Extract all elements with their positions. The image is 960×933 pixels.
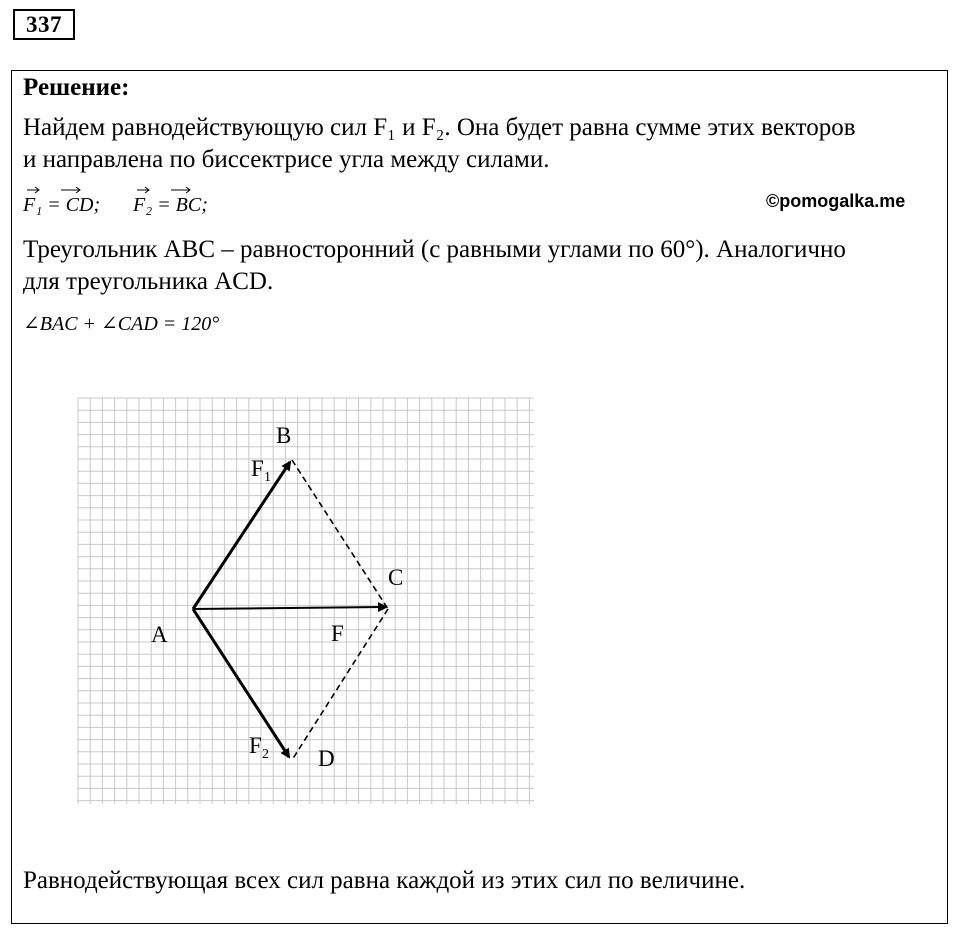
label-force-f2-sub: 2 [262,747,269,762]
dashed-bc [292,460,388,609]
solution-heading: Решение: [23,74,130,101]
vector-equation-f1: F₁ = CD; [23,194,100,217]
label-point-b: B [276,423,292,448]
vector-equation-f2: F₂ = BC; [133,194,208,217]
vector-f [193,607,386,609]
label-point-d: D [318,746,335,771]
angle-equation: ∠BAC + ∠CAD = 120° [23,313,220,335]
watermark: ©pomogalka.me [766,191,906,211]
problem-number: 337 [13,9,75,40]
vector-f1 [193,462,290,609]
grid-paper [78,398,534,804]
paragraph-2-line-1: Треугольник ABC – равносторонний (с равными углами по 60°). Аналогично [23,236,846,263]
label-force-f: F [331,621,344,646]
conclusion-text: Равнодействующая всех сил равна каждой из этих сил по величине. [23,867,746,894]
paragraph-1-line-1: Найдем равнодействующую сил F₁ и F₂. Она будет равна сумме этих векторов [23,114,856,141]
vector-f2 [193,609,289,757]
label-point-a: A [151,622,168,647]
paragraph-1-line-2: и направлена по биссектрисе угла между силами. [23,146,550,173]
label-point-c: C [388,565,404,590]
label-force-f1-sub: 1 [264,470,271,485]
paragraph-2-line-2: для треугольника ACD. [23,268,274,295]
label-force-f1: F [251,456,264,481]
label-force-f2: F [249,733,262,758]
